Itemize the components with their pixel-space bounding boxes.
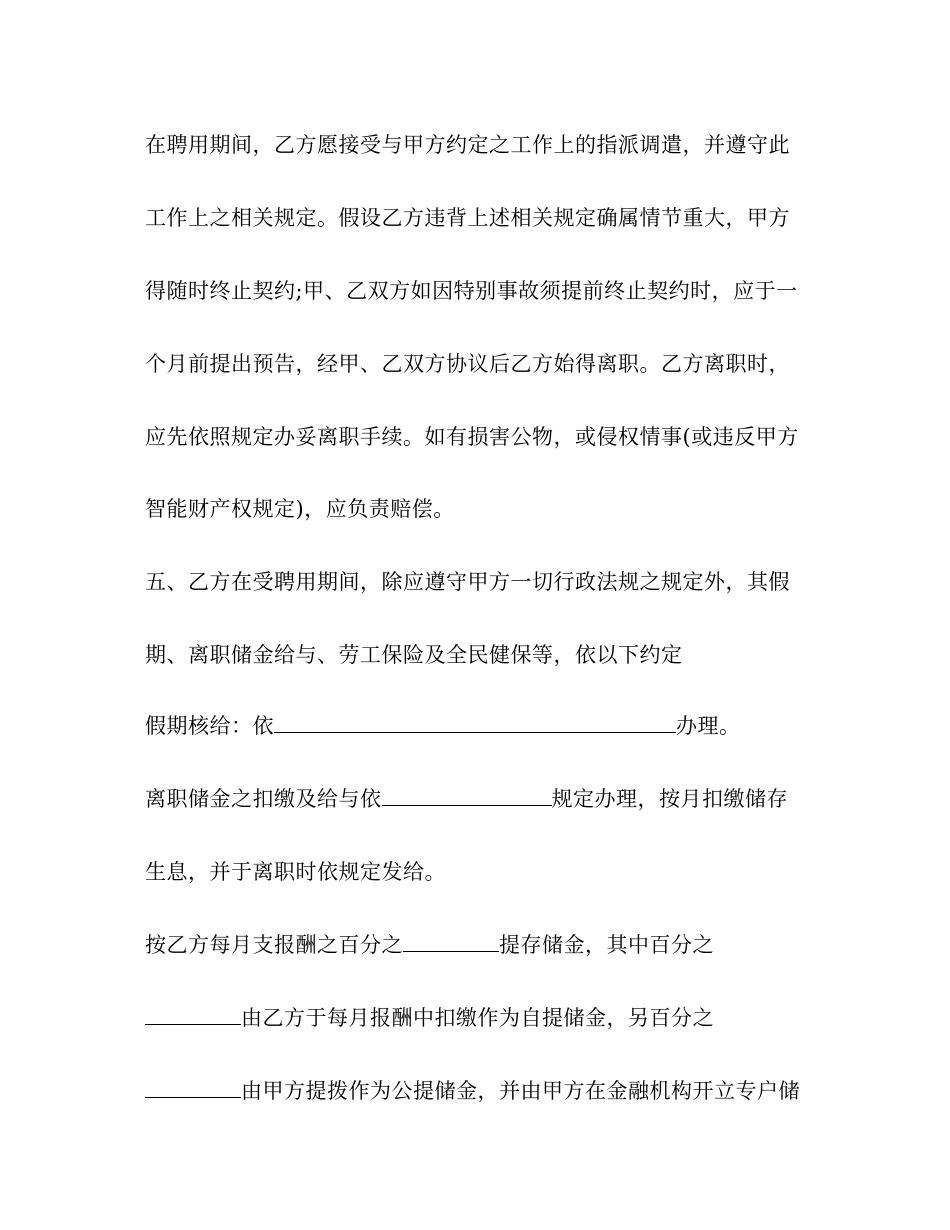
paragraph-line: 期、离职储金给与、劳工保险及全民健保等，依以下约定 [145, 643, 683, 667]
paragraph-line: 个月前提出预告，经甲、乙双方协议后乙方始得离职。乙方离职时， [145, 352, 790, 376]
percent-employee-suffix: 由乙方于每月报酬中扣缴作为自提储金，另百分之 [241, 1006, 714, 1030]
percent-total-prefix: 按乙方每月支报酬之百分之 [145, 933, 403, 957]
percent-employer-clause [145, 1074, 825, 1108]
vacation-suffix: 办理。 [676, 714, 741, 738]
vacation-blank-field[interactable] [274, 710, 676, 733]
paragraph-line: 得随时终止契约;甲、乙双方如因特别事故须提前终止契约时，应于一 [145, 279, 798, 303]
percent-employee-clause [145, 1001, 825, 1035]
vacation-prefix: 假期核给：依 [145, 714, 274, 738]
savings-rule-blank-field[interactable] [382, 783, 552, 806]
percent-total-suffix: 提存储金，其中百分之 [499, 933, 714, 957]
percent-total-clause [145, 928, 825, 962]
savings-rule-suffix: 规定办理，按月扣缴储存 [551, 787, 788, 811]
percent-employer-blank-field[interactable] [145, 1075, 241, 1098]
paragraph-line: 五、乙方在受聘用期间，除应遵守甲方一切行政法规之规定外，其假 [145, 570, 790, 594]
paragraph-line: 智能财产权规定)，应负责赔偿。 [145, 497, 455, 521]
percent-total-blank-field[interactable] [403, 929, 499, 952]
paragraph-line: 应先依照规定办妥离职手续。如有损害公物，或侵权情事(或违反甲方 [145, 425, 799, 449]
savings-rule-clause [145, 782, 825, 816]
vacation-clause [145, 709, 825, 743]
percent-employer-suffix: 由甲方提拨作为公提储金，并由甲方在金融机构开立专户储 [241, 1079, 800, 1103]
paragraph-line: 生息，并于离职时依规定发给。 [145, 860, 446, 884]
percent-employee-blank-field[interactable] [145, 1002, 241, 1025]
paragraph-line: 在聘用期间，乙方愿接受与甲方约定之工作上的指派调遣，并遵守此 [145, 133, 790, 157]
savings-rule-prefix: 离职储金之扣缴及给与依 [145, 787, 382, 811]
paragraph-line: 工作上之相关规定。假设乙方违背上述相关规定确属情节重大，甲方 [145, 206, 790, 230]
